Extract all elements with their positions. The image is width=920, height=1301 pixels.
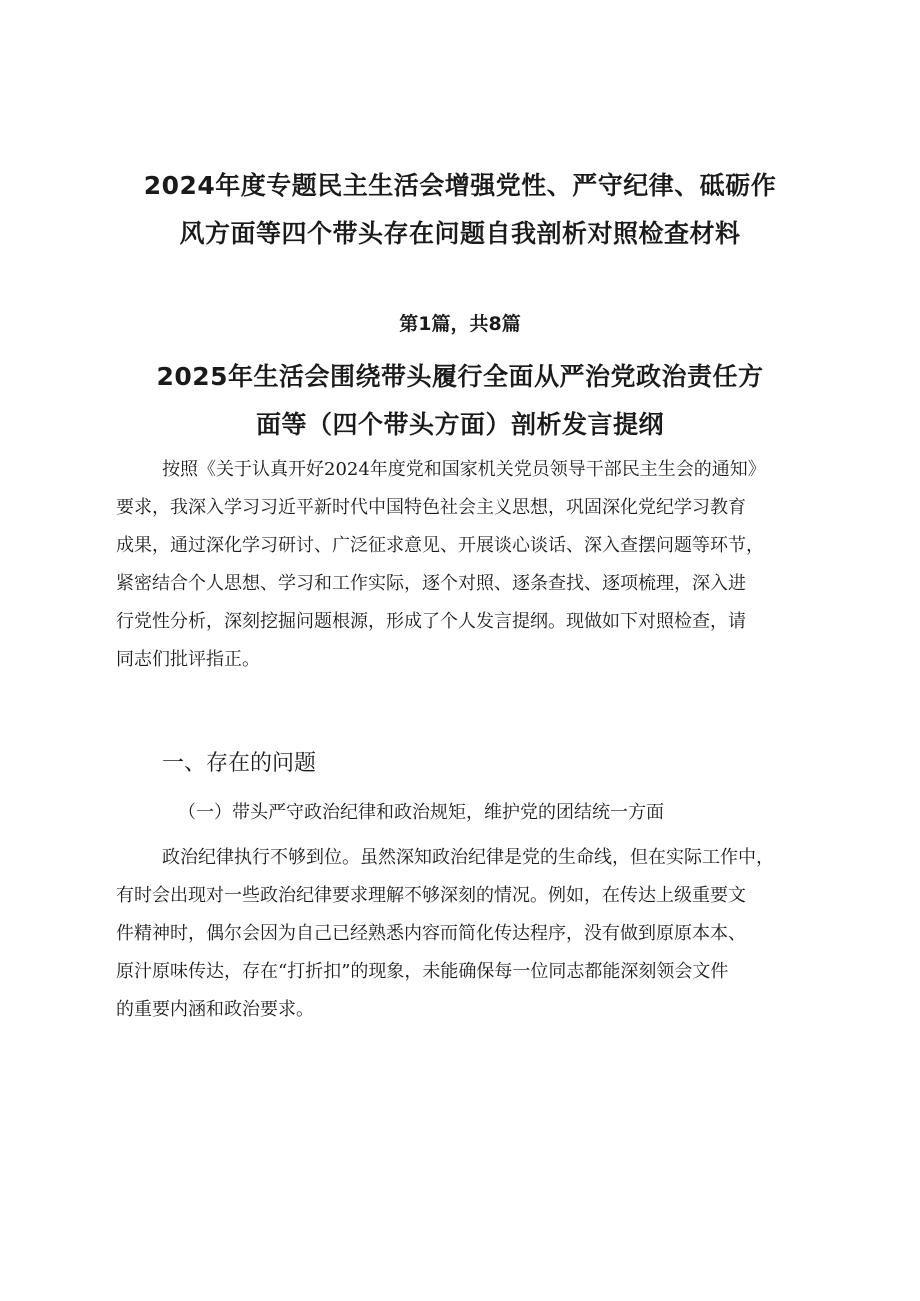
intro-paragraph [116,451,816,679]
document-title-line-1: 2024年度专题民主生活会增强党性、严守纪律、砥砺作 [143,171,777,200]
document-title-line-2: 风方面等四个带头存在问题自我剖析对照检查材料 [179,219,741,248]
problem-paragraph [116,839,816,1029]
subtitle-line-1: 2025年生活会围绕带头履行全面从严治党政治责任方 [156,362,764,391]
page-index: 第1篇，共8篇 [399,313,521,335]
intro-line: 行党性分析，深刻挖掘问题根源，形成了个人发言提纲。现做如下对照检查，请 [116,611,746,632]
problem-line: 有时会出现对一些政治纪律要求理解不够深刻的情况。例如，在传达上级重要文 [116,885,746,906]
section-heading: 一、存在的问题 [162,751,317,776]
sub-heading: （一）带头严守政治纪律和政治规矩，维护党的团结统一方面 [178,802,664,823]
problem-line: 件精神时，偶尔会因为自己已经熟悉内容而简化传达程序，没有做到原原本本、 [116,923,746,944]
intro-line: 按照《关于认真开好2024年度党和国家机关党员领导干部民主生会的通知》 [162,459,766,480]
problem-line: 政治纪律执行不够到位。虽然深知政治纪律是党的生命线，但在实际工作中， [162,847,774,868]
problem-line: 的重要内涵和政治要求。 [116,999,314,1020]
intro-line: 成果，通过深化学习研讨、广泛征求意见、开展谈心谈话、深入查摆问题等环节， [116,535,764,556]
intro-line: 要求，我深入学习习近平新时代中国特色社会主义思想，巩固深化党纪学习教育 [116,497,746,518]
problem-line: 原汁原味传达，存在“打折扣”的现象，未能确保每一位同志都能深刻领会文件 [116,961,729,982]
subtitle-line-2: 面等（四个带头方面）剖析发言提纲 [255,410,664,439]
intro-line: 同志们批评指正。 [116,649,260,670]
intro-line: 紧密结合个人思想、学习和工作实际，逐个对照、逐条查找、逐项梳理，深入进 [116,573,746,594]
